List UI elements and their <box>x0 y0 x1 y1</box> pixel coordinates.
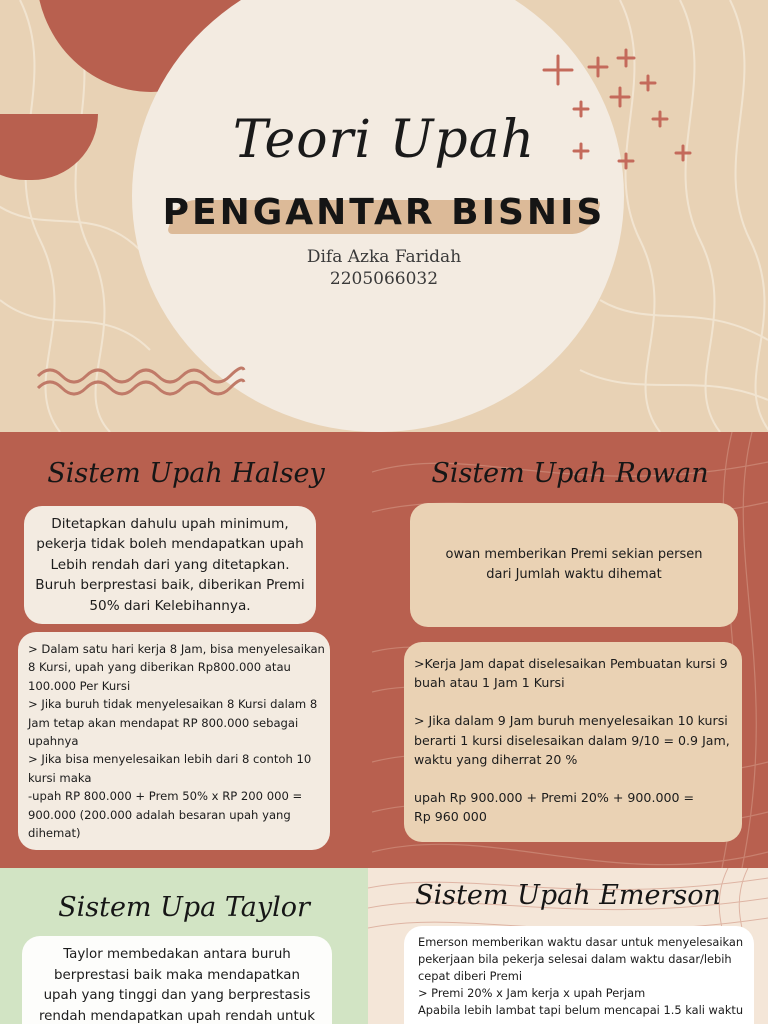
emerson-details-box <box>404 926 754 1024</box>
panel-taylor <box>0 868 368 1024</box>
rowan-detail-line: buah atau 1 Jam 1 Kursi <box>414 675 565 691</box>
emerson-detail-line: Apabila lebih lambat tapi belum mencapai 1.5 kali waktu <box>418 1003 744 1017</box>
author-name: Difa Azka Faridah <box>306 247 462 267</box>
halsey-detail-line: kursi maka <box>28 770 92 785</box>
rowan-title: Sistem Upah Rowan <box>431 458 709 489</box>
halsey-intro-line: 50% dari Kelebihannya. <box>89 597 251 614</box>
taylor-intro-line: rendah mendapatkan upah rendah untuk <box>38 1008 316 1024</box>
halsey-detail-line: > Jika buruh tidak menyelesaikan 8 Kursi dalam 8 <box>28 697 318 712</box>
halsey-detail-line: 900.000 (200.000 adalah besaran upah yang <box>28 807 291 822</box>
panel-rowan <box>372 432 768 868</box>
author-id: 2205066032 <box>329 269 439 289</box>
rowan-intro-line: owan memberikan Premi sekian persen <box>445 547 703 563</box>
halsey-detail-line: > Dalam satu hari kerja 8 Jam, bisa menyelesaikan <box>28 642 325 656</box>
rowan-detail-spacer <box>414 769 742 788</box>
squiggle-lines <box>34 358 248 398</box>
panel-halsey <box>0 432 372 868</box>
taylor-intro-box <box>22 936 332 1024</box>
halsey-detail-line: Jam tetap akan mendapat RP 800.000 sebagai <box>28 715 299 730</box>
rowan-intro-line: dari Jumlah waktu dihemat <box>486 567 662 582</box>
taylor-intro-line: berprestasi baik maka mendapatkan <box>54 967 300 983</box>
emerson-detail-line: Emerson memberikan waktu dasar untuk menyelesaikan <box>418 935 744 949</box>
rowan-intro-box <box>410 503 738 627</box>
taylor-intro-line: upah yang tinggi dan yang berprestasis <box>43 988 311 1004</box>
halsey-detail-line: dihemat) <box>28 826 81 841</box>
rowan-detail-spacer <box>414 692 742 711</box>
rowan-detail-line: > Jika dalam 9 Jam buruh menyelesaikan 10 kursi <box>414 713 728 729</box>
panel-emerson <box>368 868 768 1024</box>
halsey-details-box <box>18 632 330 850</box>
emerson-detail-line: pekerjaan bila pekerja selesai dalam waktu dasar/lebih <box>418 952 732 966</box>
halsey-detail-line: > Jika bisa menyelesaikan lebih dari 8 contoh 10 <box>28 752 312 767</box>
rowan-details-box <box>404 642 742 842</box>
page-title-script: Teori Upah <box>232 110 536 170</box>
halsey-intro-line: Ditetapkan dahulu upah minimum, <box>51 515 289 532</box>
emerson-title: Sistem Upah Emerson <box>415 880 721 911</box>
page-title: PENGANTAR BISNIS <box>162 192 606 233</box>
halsey-intro-line: Buruh berprestasi baik, diberikan Premi <box>35 577 305 594</box>
halsey-intro-line: Lebih rendah dari yang ditetapkan. <box>50 556 290 573</box>
cover-header <box>0 0 768 432</box>
rowan-detail-line: berarti 1 kursi diselesaikan dalam 9/10 = 0.9 Jam, <box>414 732 730 748</box>
halsey-intro-box <box>24 506 316 624</box>
halsey-detail-line: upahnya <box>28 734 79 749</box>
rowan-detail-line: Rp 960 000 <box>414 809 487 825</box>
rowan-detail-line: upah Rp 900.000 + Premi 20% + 900.000 = <box>414 790 695 806</box>
halsey-title: Sistem Upah Halsey <box>47 458 325 489</box>
rowan-detail-line: >Kerja Jam dapat diselesaikan Pembuatan kursi 9 <box>414 656 728 671</box>
emerson-detail-line: cepat diberi Premi <box>418 969 523 983</box>
halsey-detail-line: 8 Kursi, upah yang diberikan Rp800.000 atau <box>28 660 291 675</box>
halsey-detail-line: 100.000 Per Kursi <box>28 678 131 693</box>
rowan-detail-line: waktu yang diherrat 20 % <box>414 751 578 767</box>
taylor-intro-line: Taylor membedakan antara buruh <box>63 947 291 962</box>
taylor-title: Sistem Upa Taylor <box>58 892 310 923</box>
emerson-detail-line: > Premi 20% x Jam kerja x upah Perjam <box>418 986 646 1000</box>
halsey-detail-line: -upah RP 800.000 + Prem 50% x RP 200 000 = <box>28 789 303 804</box>
halsey-intro-line: pekerja tidak boleh mendapatkan upah <box>36 536 304 553</box>
